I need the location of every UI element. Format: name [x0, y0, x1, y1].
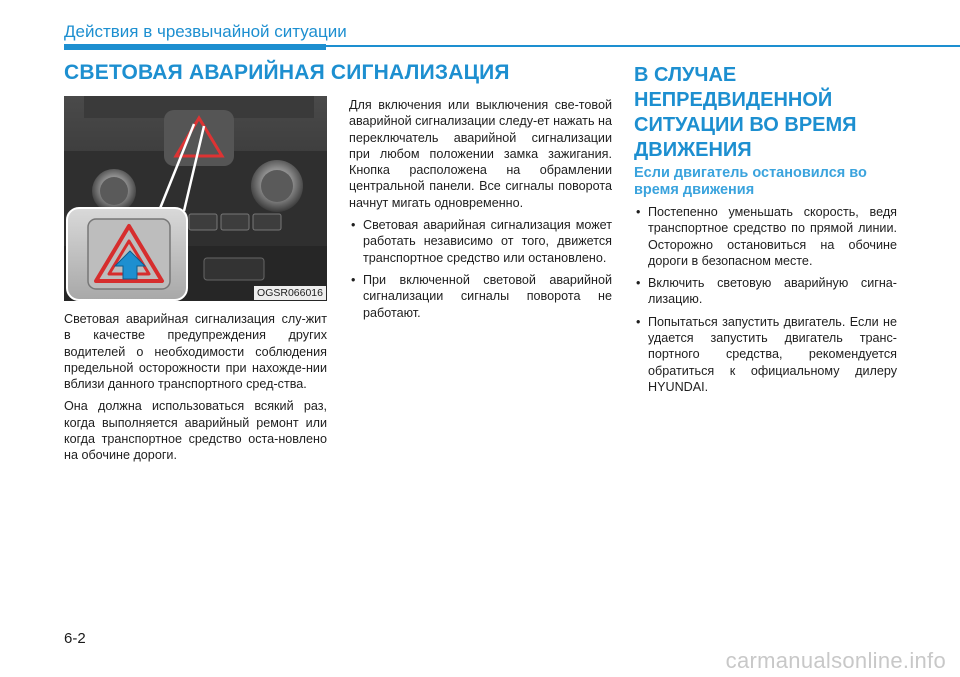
bullet-icon: • [636, 276, 641, 291]
list-item: • Постепенно уменьшать скорость, ведя транспортное средство по прямой линии. Осторожно остановиться на обочине дороги в безопасном месте. [636, 205, 897, 268]
col3-title: В СЛУЧАЕ НЕПРЕДВИДЕННОЙ СИТУАЦИИ ВО ВРЕМЯ ДВИЖЕНИЯ [634, 64, 857, 161]
hazard-switch-photo [64, 96, 327, 301]
column-2 [349, 97, 612, 327]
column-3 [634, 204, 897, 401]
bullet-icon: • [636, 205, 641, 219]
hazard-switch-illustration [64, 96, 327, 301]
col2-bullet-list [349, 217, 612, 321]
col1-paragraph-2: Она должна использоваться всякий раз, когда выполняется аварийный ремонт или когда транспортное средство оста-новлено на обочине дороги. [64, 399, 327, 463]
bullet-icon: • [351, 272, 356, 287]
list-item: • При включенной световой аварийной сигнализации сигналы поворота не работают. [351, 272, 612, 320]
col2-paragraph-1: Для включения или выключения све-товой аварийной сигнализации следу-ет нажать на переключатель аварийной сигнализации при любом положении замка зажигания. Кнопка расположена на обрамлении центральной панели. Все сигналы поворота начнут мигать одновременно. [349, 98, 612, 210]
watermark: carmanualsonline.info [725, 648, 946, 673]
list-item: • Включить световую аварийную сигна-лизацию. [636, 276, 897, 307]
header-title: Действия в чрезвычайной ситуации [64, 22, 347, 41]
col3-subtitle: Если двигатель остановился во время движения [634, 165, 867, 198]
list-item: • Световая аварийная сигнализация может работать независимо от того, движется транспортное средство или остановлено. [351, 218, 612, 265]
column-1 [64, 311, 327, 470]
col1-paragraph-1: Световая аварийная сигнализация слу-жит в качестве предупреждения других водителей о необходимости соблюдения предельной осторожности при нахожде-нии вблизи данного транспортного сред-ства. [64, 312, 327, 392]
bullet-icon: • [636, 314, 641, 329]
figure-code: OGSR066016 [254, 286, 326, 300]
list-item: • Попытаться запустить двигатель. Если не удается запустить двигатель транс-портного средства, рекомендуется обратиться к официальному дилеру HYUNDAI. [636, 314, 897, 394]
page-number: 6-2 [64, 630, 86, 647]
bullet-icon: • [351, 218, 356, 233]
section-title: СВЕТОВАЯ АВАРИЙНАЯ СИГНАЛИЗАЦИЯ [64, 61, 510, 84]
col3-bullet-list [634, 204, 897, 395]
header-rule-accent [64, 44, 326, 50]
